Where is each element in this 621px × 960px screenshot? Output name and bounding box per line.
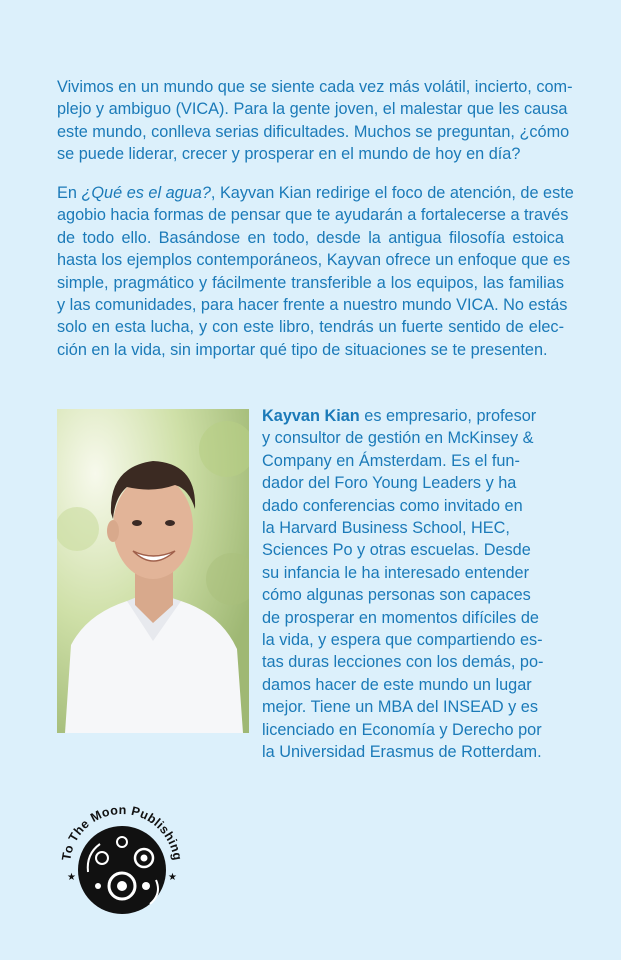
text-line: y las comunidades, para hacer frente a nuestro mundo VICA. No estás [57, 296, 568, 315]
text-line: hasta los ejemplos contemporáneos, Kayvan ofrece un enfoque que es [57, 251, 571, 270]
bio-line: la Harvard Business School, HEC, [262, 519, 510, 538]
text-line: plejo y ambiguo (VICA). Para la gente joven, el malestar que les causa [57, 100, 568, 119]
logo-arc-text: To The Moon Publishing [59, 802, 185, 862]
svg-text:★: ★ [67, 872, 76, 883]
description-paragraph-1 [57, 76, 573, 166]
bio-first-rest: es empresario, profesor [359, 407, 537, 425]
bio-line: cómo algunas personas son capaces [262, 586, 531, 605]
author-bio [262, 405, 564, 764]
text-line: agobio hacia formas de pensar que te ayudarán a fortalecerse a través [57, 206, 569, 225]
bio-line: dador del Foro Young Leaders y ha [262, 474, 517, 493]
bio-line: su infancia le ha interesado entender [262, 563, 530, 582]
bio-line: damos hacer de este mundo un lugar [262, 675, 532, 694]
bio-line: y consultor de gestión en McKinsey & [262, 429, 534, 448]
bio-first-line [262, 405, 564, 427]
bio-line: tas duras lecciones con los demás, po- [262, 653, 544, 672]
author-photo [57, 409, 249, 733]
bio-line: mejor. Tiene un MBA del INSEAD y es [262, 698, 539, 717]
bio-line: Sciences Po y otras escuelas. Desde [262, 541, 531, 560]
text-lead: En [57, 184, 82, 202]
svg-text:★: ★ [168, 872, 177, 883]
text-line: solo en esta lucha, y con este libro, tendrás un fuerte sentido de elec- [57, 318, 564, 337]
moon-logo-icon [58, 798, 186, 916]
description-paragraph-2 [57, 182, 574, 361]
publisher-logo [58, 798, 186, 916]
text-line: se puede liderar, crecer y prosperar en el mundo de hoy en día? [57, 145, 521, 164]
text-line: Vivimos en un mundo que se siente cada vez más volátil, incierto, com- [57, 78, 573, 96]
text-lead-rest: , Kayvan Kian redirige el foco de atención, de este [210, 184, 574, 202]
bio-line: dado conferencias como invitado en [262, 496, 523, 515]
text-line: simple, pragmático y fácilmente transferible a los equipos, las familias [57, 273, 564, 292]
bio-line: Company en Ámsterdam. Es el fun- [262, 451, 520, 470]
text-line-first [57, 182, 574, 204]
bio-line: la Universidad Erasmus de Rotterdam. [262, 743, 542, 762]
text-line: este mundo, conlleva serias dificultades. Muchos se preguntan, ¿cómo [57, 122, 570, 141]
author-name: Kayvan Kian [262, 407, 360, 425]
text-line: ción en la vida, sin importar qué tipo de situaciones se te presenten. [57, 340, 548, 359]
bio-line: de prosperar en momentos difíciles de [262, 608, 539, 627]
author-portrait-illustration [57, 409, 249, 733]
text-line: de todo ello. Basándose en todo, desde la antigua filosofía estoica [57, 228, 564, 247]
book-title: ¿Qué es el agua? [81, 184, 211, 202]
bio-line: la vida, y espera que compartiendo es- [262, 631, 543, 650]
bio-line: licenciado en Economía y Derecho por [262, 720, 542, 739]
